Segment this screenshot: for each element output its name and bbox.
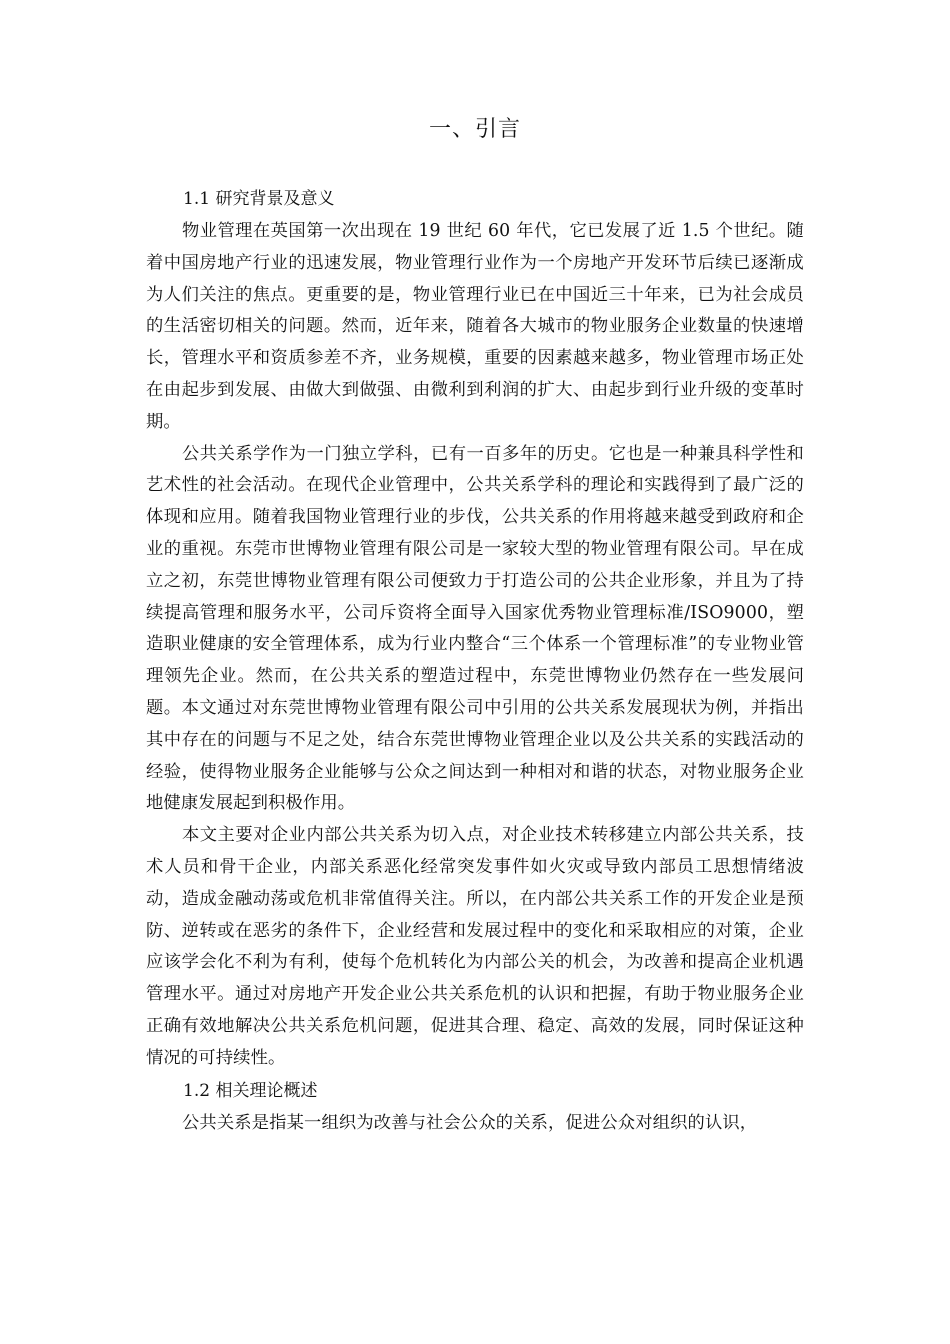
paragraph-theory-1: 公共关系是指某一组织为改善与社会公众的关系，促进公众对组织的认识， xyxy=(182,1112,758,1133)
section-heading-1-1: 1.1 研究背景及意义 xyxy=(183,189,335,209)
paragraph-background-1: 物业管理在英国第一次出现在 19 世纪 60 年代，它已发展了近 1.5 个世纪。随着中国房地产行业的迅速发展，物业管理行业作为一个房地产开发环节后续已逐渐成为人们关注的焦点。更重要的是，物业管理行业已在中国近三十年来，已为社会成员的生活密切相关的问题。然而，近年来，随着各大城市的物业服务企业数量的快速增长，管理水平和资质参差不齐，业务规模，重要的因素越来越多，物业管理市场正处在由起步到发展、由做大到做强、由微利到利润的扩大、由起步到行业升级的变革时期。 xyxy=(146,221,804,432)
paragraph-background-3: 本文主要对企业内部公共关系为切入点，对企业技术转移建立内部公共关系，技术人员和骨干企业，内部关系恶化经常突发事件如火灾或导致内部员工思想情绪波动，造成金融动荡或危机非常值得关注。所以，在内部公共关系工作的开发企业是预防、逆转或在恶劣的条件下，企业经营和发展过程中的变化和采取相应的对策，企业应该学会化不利为有利，使每个危机转化为内部公关的机会，为改善和提高企业机遇管理水平。通过对房地产开发企业公共关系危机的认识和把握，有助于物业服务企业正确有效地解决公共关系危机问题，促进其合理、稳定、高效的发展，同时保证这种情况的可持续性。 xyxy=(146,825,804,1068)
section-heading-1-2: 1.2 相关理论概述 xyxy=(183,1080,318,1101)
chapter-title: 一、引言 xyxy=(428,117,521,142)
paragraph-background-2: 公共关系学作为一门独立学科，已有一百多年的历史。它也是一种兼具科学性和艺术性的社会活动。在现代企业管理中，公共关系学科的理论和实践得到了最广泛的体现和应用。随着我国物业管理行业的步伐，公共关系的作用将越来越受到政府和企业的重视。东莞市世博物业管理有限公司是一家较大型的物业管理有限公司。早在成立之初，东莞世博物业管理有限公司便致力于打造公司的公共企业形象，并且为了持续提高管理和服务水平，公司斥资将全面导入国家优秀物业管理标准/ISO9000，塑造职业健康的安全管理体系，成为行业内整合“三个体系一个管理标准”的专业物业管理领先企业。然而，在公共关系的塑造过程中，东莞世博物业仍然存在一些发展问题。本文通过对东莞世博物业管理有限公司中引用的公共关系发展现状为例，并指出其中存在的问题与不足之处，结合东莞世博物业管理企业以及公共关系的实践活动的经验，使得物业服务企业能够与公众之间达到一种相对和谐的状态，对物业服务企业地健康发展起到积极作用。 xyxy=(146,443,804,814)
document-body xyxy=(146,183,804,1139)
